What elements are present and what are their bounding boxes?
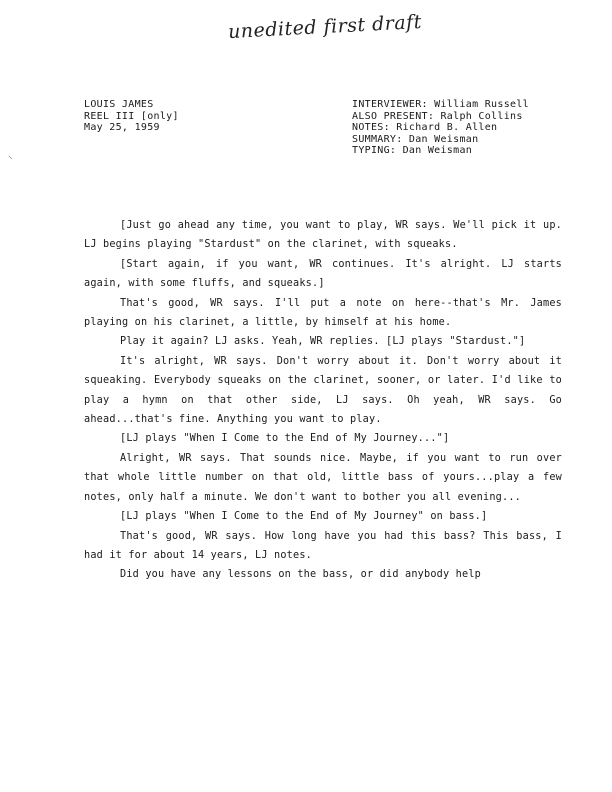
handwritten-note: unedited first draft (227, 10, 423, 44)
interview-date: May 25, 1959 (84, 122, 160, 133)
interviewee-name: LOUIS JAMES (84, 99, 154, 110)
typing-line: TYPING: Dan Weisman (352, 145, 473, 156)
also-present-line: ALSO PRESENT: Ralph Collins (352, 110, 523, 122)
summary-line: SUMMARY: Dan Weisman (352, 133, 479, 145)
interviewer-line: INTERVIEWER: William Russell (352, 99, 529, 110)
paragraph: [LJ plays "When I Come to the End of My Journey..."] (120, 433, 450, 445)
paragraph: Did you have any lessons on the bass, or did anybody help (120, 569, 482, 581)
paragraph: It's alright, WR says. Don't worry about it. Don't worry about it squeaking. Everybody squeaks on the clarinet, sooner, or later. I'd like to play a hymn on that other side, LJ says. Oh yeah, WR says. Go ahead...that's fine. Anything you want to play. (84, 355, 562, 426)
paragraph: That's good, WR says. How long have you had this bass? This bass, I had it for about 14 years, LJ notes. (84, 530, 562, 561)
header-left (84, 99, 179, 134)
paragraph: That's good, WR says. I'll put a note on here--that's Mr. James playing on his clarinet, a little, by himself at his home. (84, 297, 562, 329)
transcript-body (84, 216, 562, 585)
stray-pen-mark: ⸌ (8, 155, 13, 165)
notes-line: NOTES: Richard B. Allen (352, 122, 498, 133)
reel-number: REEL III [only] (84, 110, 179, 122)
header-right (352, 99, 529, 157)
paragraph: [Just go ahead any time, you want to play, WR says. We'll pick it up. LJ begins playing "Stardust" on the clarinet, with squeaks. (84, 220, 562, 251)
paragraph: Play it again? LJ asks. Yeah, WR replies. [LJ plays "Stardust."] (120, 336, 526, 348)
paragraph: Alright, WR says. That sounds nice. Maybe, if you want to run over that whole little number on that old, little bass of yours...play a few notes, only half a minute. We don't want to bother you all evening... (84, 452, 562, 503)
paragraph: [Start again, if you want, WR continues. It's alright. LJ starts again, with some fluffs, and squeaks.] (84, 258, 562, 290)
paragraph: [LJ plays "When I Come to the End of My Journey" on bass.] (120, 511, 488, 523)
